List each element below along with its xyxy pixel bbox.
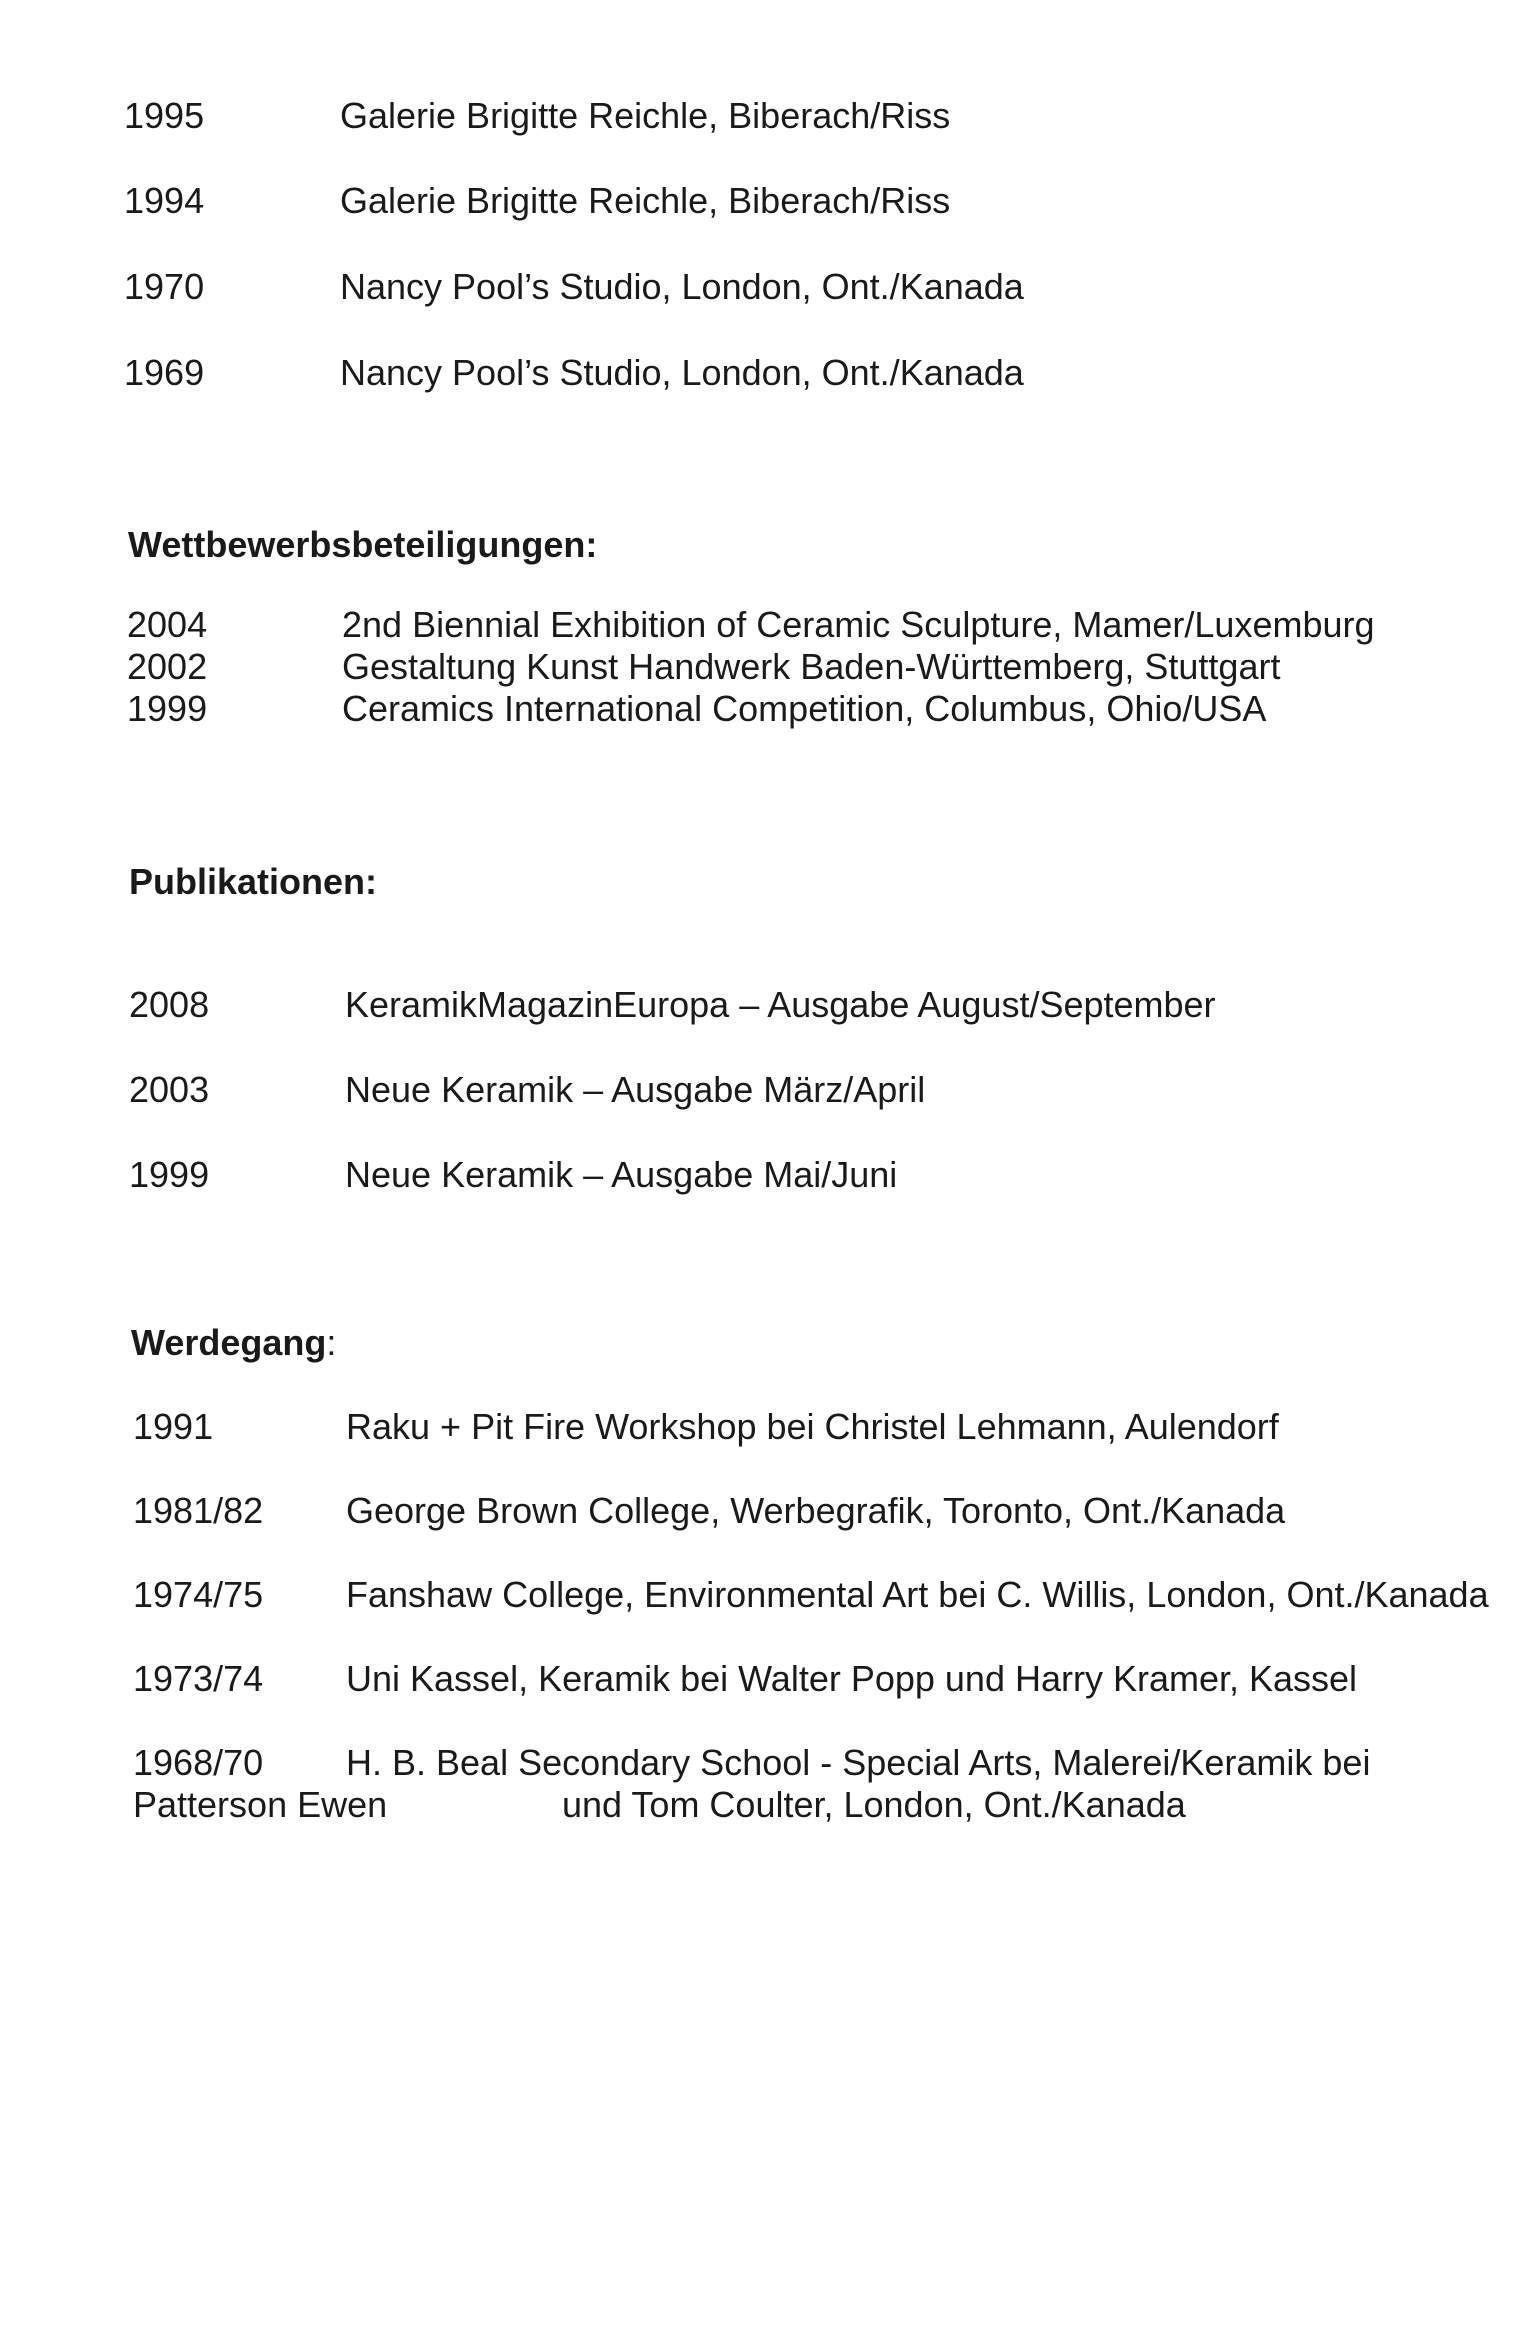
competition-text: Ceramics International Competition, Columbus, Ohio/USA bbox=[342, 688, 1267, 729]
competition-year: 2002 bbox=[127, 646, 208, 687]
career-text: George Brown College, Werbegrafik, Toronto, Ont./Kanada bbox=[346, 1490, 1286, 1531]
career-heading-colon: : bbox=[326, 1322, 337, 1363]
publications-heading-text: Publikationen bbox=[129, 861, 366, 902]
exhibition-text: Galerie Brigitte Reichle, Biberach/Riss bbox=[340, 180, 951, 221]
exhibition-year: 1994 bbox=[124, 180, 205, 221]
career-heading-text: Werdegang bbox=[131, 1322, 327, 1363]
exhibition-text: Galerie Brigitte Reichle, Biberach/Riss bbox=[340, 95, 951, 136]
career-year: 1968/70 bbox=[133, 1742, 264, 1783]
competition-year: 2004 bbox=[127, 604, 208, 645]
competition-year: 1999 bbox=[127, 688, 208, 729]
career-text: Fanshaw College, Environmental Art bei C. Willis, London, Ont./Kanada bbox=[346, 1574, 1489, 1615]
exhibition-year: 1995 bbox=[124, 95, 205, 136]
career-text: H. B. Beal Secondary School - Special Arts, Malerei/Keramik bei bbox=[346, 1742, 1371, 1783]
publications-heading-colon: : bbox=[365, 861, 378, 902]
competition-text: Gestaltung Kunst Handwerk Baden-Württemberg, Stuttgart bbox=[342, 646, 1281, 687]
publications-heading bbox=[129, 862, 377, 902]
publication-text: Neue Keramik – Ausgabe Mai/Juni bbox=[345, 1154, 898, 1195]
exhibition-year: 1970 bbox=[124, 266, 205, 307]
career-text: Raku + Pit Fire Workshop bei Christel Lehmann, Aulendorf bbox=[346, 1406, 1279, 1447]
publication-text: Neue Keramik – Ausgabe März/April bbox=[345, 1069, 926, 1110]
career-year: 1974/75 bbox=[133, 1574, 264, 1615]
exhibition-year: 1969 bbox=[124, 352, 205, 393]
career-text: Uni Kassel, Keramik bei Walter Popp und Harry Kramer, Kassel bbox=[346, 1658, 1358, 1699]
exhibition-text: Nancy Pool’s Studio, London, Ont./Kanada bbox=[340, 266, 1024, 307]
publication-year: 2003 bbox=[129, 1069, 210, 1110]
career-continuation-left: Patterson Ewen bbox=[133, 1784, 388, 1825]
career-year: 1981/82 bbox=[133, 1490, 264, 1531]
publication-text: KeramikMagazinEuropa – Ausgabe August/September bbox=[345, 984, 1216, 1025]
career-year: 1991 bbox=[133, 1406, 214, 1447]
publication-year: 2008 bbox=[129, 984, 210, 1025]
competitions-heading bbox=[128, 525, 597, 565]
publication-year: 1999 bbox=[129, 1154, 210, 1195]
career-year: 1973/74 bbox=[133, 1658, 264, 1699]
career-heading bbox=[131, 1323, 336, 1363]
competitions-heading-colon: : bbox=[585, 524, 598, 565]
competition-text: 2nd Biennial Exhibition of Ceramic Sculpture, Mamer/Luxemburg bbox=[342, 604, 1375, 645]
competitions-heading-text: Wettbewerbsbeteiligungen bbox=[128, 524, 586, 565]
exhibition-text: Nancy Pool’s Studio, London, Ont./Kanada bbox=[340, 352, 1024, 393]
career-continuation-right: und Tom Coulter, London, Ont./Kanada bbox=[562, 1784, 1186, 1825]
